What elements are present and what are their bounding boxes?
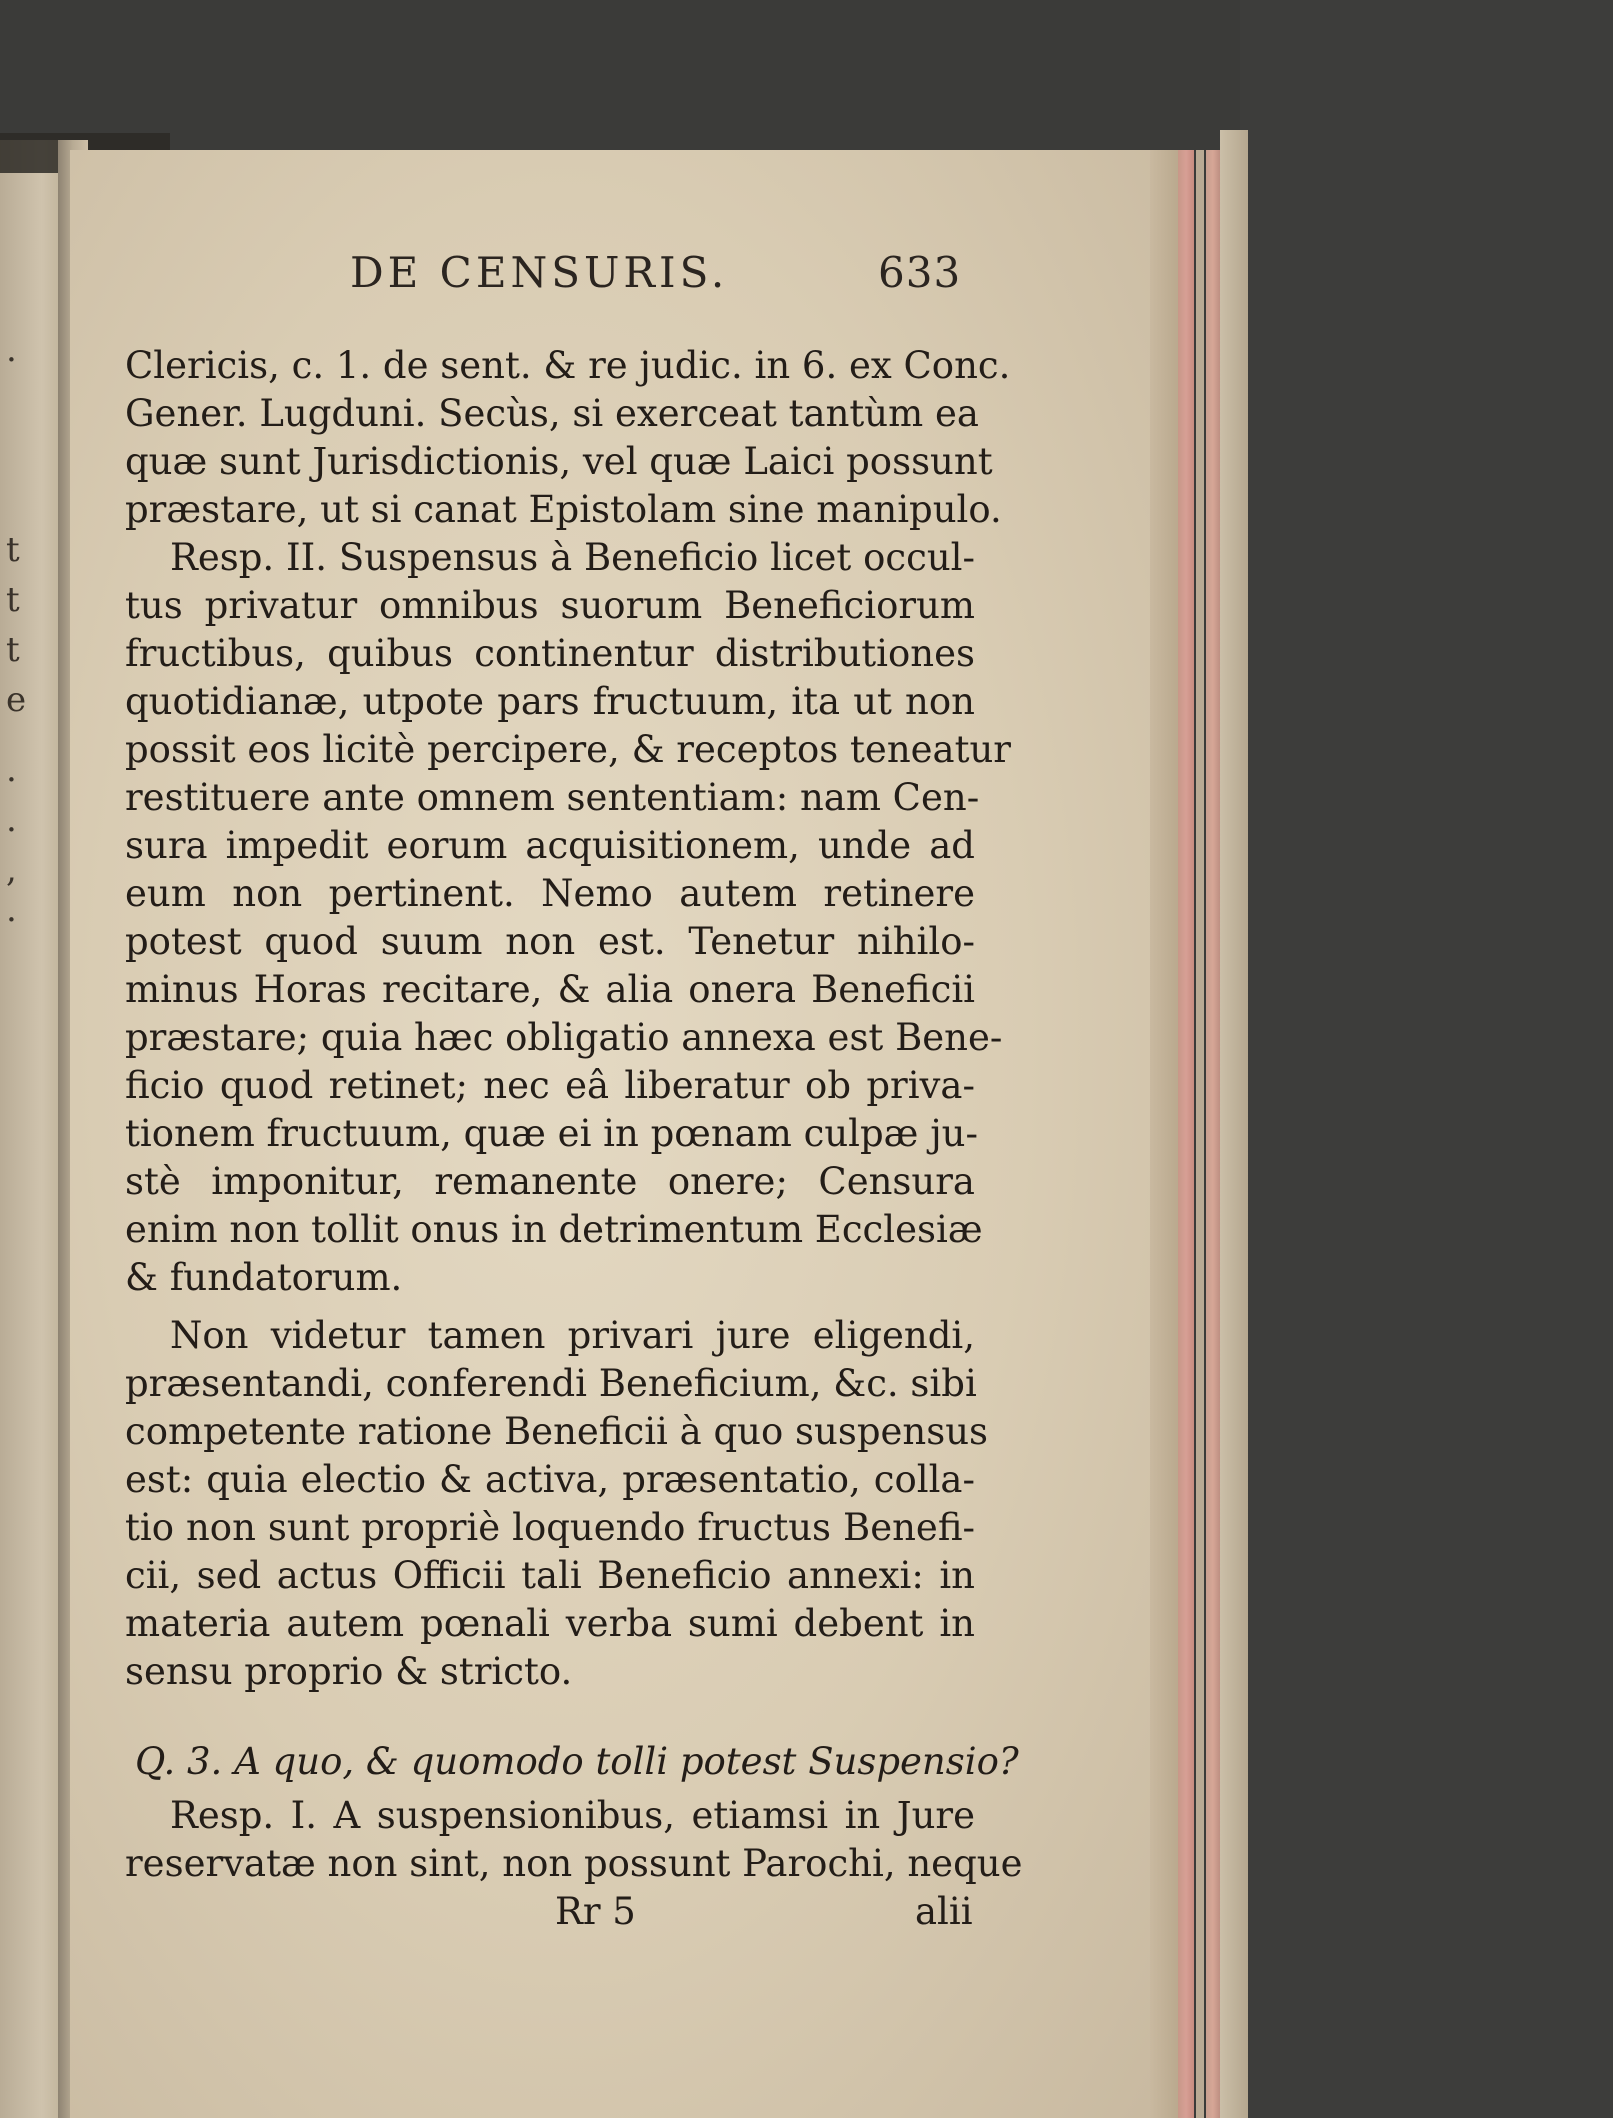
book-photo: . t t t e . . , . DE CENSURIS. 633 Clericis, c. 1. de sent. & re judic. in 6. ex Conc. Gener. Lugduni. Secùs, si exerceat tantùm ea quæ sunt Jurisdictionis, vel quæ Laici possunt præstare, ut si canat Epistolam sine manipulo. Resp. II. Suspensus à Beneficio licet occul- tus privatur omnibus suorum Beneficiorum fructibus, quibus continentur distributiones quotidianæ, utpote pars fructuum, ita ut non possit eos licitè percipere, & receptos teneatur restituere ante omnem sententiam: nam Cen- sura impedit eorum acquisitionem, unde ad eum non pertinent. Nemo autem retinere potest quod suum non est. Tenetur nihilo- minus Horas recitare, & alia onera Beneficii præstare; quia hæc obligatio annexa est Bene- ficio quod retinet; nec eâ liberatur ob priva- tionem fructuum, quæ ei in pœnam culpæ ju- stè imponitur, remanente onere; Censura enim non tollit onus in detrimentum Ecclesiæ & fundatorum. Non videtur tamen privari jure eligendi, præsentandi, conferendi Beneficium, &c. sibi competente ratione Beneficii à quo suspensus est: quia electio & activa, præsentatio, colla- tio non sunt propriè loquendo fructus Benefi- cii, sed actus Officii tali Beneficio annexi: in materia autem pœnali verba sumi debent in sensu proprio & stricto. Q. 3. A quo, & quomodo tolli potest Suspensio? Resp. I. A suspensionibus, etiamsi in Jure reservatæ non sint, non possunt Parochi, neque Rr 5 alii xyxy=(0,0,1613,2118)
page-number: 633 xyxy=(878,248,962,297)
text-line: tus privatur omnibus suorum Beneficiorum xyxy=(125,584,975,627)
text-line: Gener. Lugduni. Secùs, si exerceat tantùm ea xyxy=(125,392,979,435)
text-line: restituere ante omnem sententiam: nam Cen- xyxy=(125,776,980,819)
text-line: quotidianæ, utpote pars fructuum, ita ut non xyxy=(125,680,975,723)
red-page-edge-outer xyxy=(1206,150,1220,2118)
page-edge-gap xyxy=(1196,150,1204,2118)
catchword: alii xyxy=(915,1890,973,1933)
text-line: est: quia electio & activa, præsentatio, colla- xyxy=(125,1458,975,1501)
text-line: cii, sed actus Officii tali Beneficio annexi: in xyxy=(125,1554,975,1597)
text-line: quæ sunt Jurisdictionis, vel quæ Laici possunt xyxy=(125,440,993,483)
text-line: ficio quod retinet; nec eâ liberatur ob priva- xyxy=(125,1064,975,1107)
answer-line: reservatæ non sint, non possunt Parochi, neque xyxy=(125,1842,1023,1885)
cover-edge xyxy=(1220,130,1248,2118)
signature-mark: Rr 5 xyxy=(555,1890,636,1933)
red-page-edge xyxy=(1178,150,1194,2118)
text-line: & fundatorum. xyxy=(125,1256,403,1299)
text-line: tio non sunt propriè loquendo fructus Benefi- xyxy=(125,1506,975,1549)
text-line: competente ratione Beneficii à quo suspensus xyxy=(125,1410,989,1453)
text-line: possit eos licitè percipere, & receptos teneatur xyxy=(125,728,1011,771)
text-line: potest quod suum non est. Tenetur nihilo- xyxy=(125,920,975,963)
text-line: Non videtur tamen privari jure eligendi, xyxy=(170,1314,975,1357)
text-line: Clericis, c. 1. de sent. & re judic. in 6. ex Conc. xyxy=(125,344,1011,387)
text-line: enim non tollit onus in detrimentum Ecclesiæ xyxy=(125,1208,983,1251)
text-line: materia autem pœnali verba sumi debent in xyxy=(125,1602,975,1645)
text-line: sura impedit eorum acquisitionem, unde ad xyxy=(125,824,975,867)
text-line: minus Horas recitare, & alia onera Beneficii xyxy=(125,968,975,1011)
text-line: eum non pertinent. Nemo autem retinere xyxy=(125,872,975,915)
dark-background-right xyxy=(1240,0,1613,2118)
question-heading: Q. 3. A quo, & quomodo tolli potest Suspensio? xyxy=(135,1740,1019,1783)
text-line: præstare; quia hæc obligatio annexa est Bene- xyxy=(125,1016,1003,1059)
text-line: fructibus, quibus continentur distributiones xyxy=(125,632,975,675)
text-line: præsentandi, conferendi Beneficium, &c. sibi xyxy=(125,1362,977,1405)
text-line: Resp. II. Suspensus à Beneficio licet occul- xyxy=(170,536,975,579)
text-line: tionem fructuum, quæ ei in pœnam culpæ ju- xyxy=(125,1112,979,1155)
text-line: stè imponitur, remanente onere; Censura xyxy=(125,1160,975,1203)
answer-line: Resp. I. A suspensionibus, etiamsi in Jure xyxy=(170,1794,975,1837)
running-head-title: DE CENSURIS. xyxy=(350,248,729,297)
text-line: præstare, ut si canat Epistolam sine manipulo. xyxy=(125,488,1002,531)
page-edge xyxy=(1150,150,1180,2118)
text-line: sensu proprio & stricto. xyxy=(125,1650,573,1693)
